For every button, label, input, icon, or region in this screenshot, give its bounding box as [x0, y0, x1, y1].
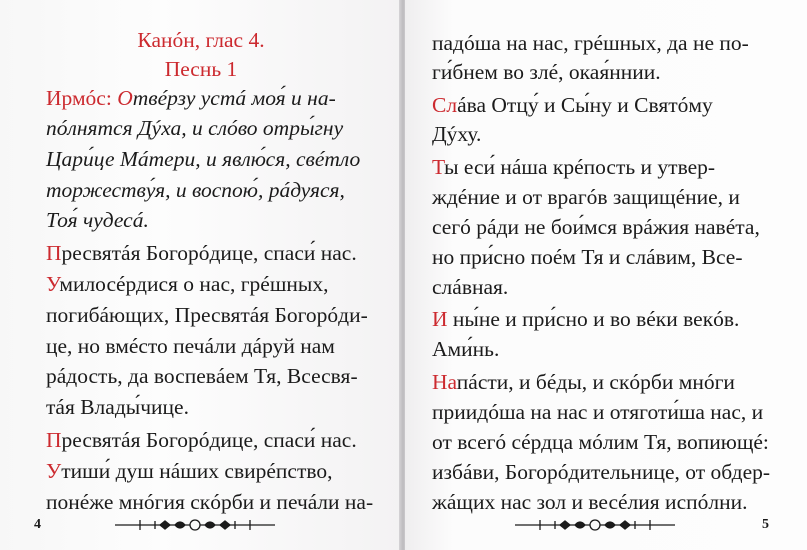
troparion-4-line-5: жáщих нас зол и весéлия испóлни. [432, 490, 748, 514]
troparion-3-text-1: ы еси́ нáша крéпость и утвер- [444, 155, 716, 179]
glory-line-2: Дýху. [432, 122, 482, 146]
refrain-2-text: ресвятáя Богорóдице, спаси́ нас. [61, 428, 357, 452]
troparion-3-line-5: слáвная. [432, 275, 509, 299]
troparion-1-line-2: погибáющих, Пресвятáя Богорóди- [46, 303, 368, 327]
now-line-2: Ами́нь. [432, 337, 500, 361]
refrain-1-initial: П [46, 241, 62, 265]
troparion-4-line-4: избáви, Богорóдительнице, от обдер- [432, 460, 771, 484]
floral-divider-icon [115, 518, 275, 532]
page-number-left: 4 [34, 517, 41, 532]
troparion-1-text-1: милосéрдися о нас, грéшных, [59, 272, 329, 296]
floral-divider-icon [515, 518, 675, 532]
troparion-4-line-1 [432, 372, 735, 394]
continued-line-2: ги́бнем во злé, окая́ннии. [432, 60, 661, 84]
troparion-1-initial: У [46, 272, 60, 296]
irmos-label: Ирмóс: [46, 86, 112, 110]
troparion-3-line-4: но при́сно поéм Тя и слáвим, Все- [432, 245, 743, 269]
page-number-right: 5 [762, 517, 769, 532]
refrain-2-initial: П [46, 428, 62, 452]
irmos-line-1 [46, 88, 370, 110]
troparion-4-initial: На [432, 370, 457, 394]
troparion-1-line-1 [46, 274, 328, 296]
refrain-1-text: ресвятáя Богорóдице, спаси́ нас. [61, 241, 357, 265]
now-initial: И [432, 307, 448, 331]
ode-subtitle: Песнь 1 [164, 57, 238, 81]
glory-line-1 [432, 95, 713, 117]
troparion-1-line-3: це, но вмéсто печáли дáруй нам [46, 334, 335, 358]
irmos-text-1: твéрзу устá моя́ и на- [132, 86, 336, 110]
troparion-4-text-1: пáсти, и бéды, и скóрби мнóги [456, 370, 735, 394]
troparion-4-line-3: от всегó сéрдца мóлим Тя, вопиющé: [432, 430, 769, 454]
troparion-3-line-3: сегó рáди не бои́мся врáжия навéта, [432, 215, 760, 239]
canon-title: Канóн, глас 4. [137, 28, 265, 52]
irmos-line-3: Цари́це Мáтери, и явлю́ся, свéтло [46, 147, 361, 171]
right-page [405, 0, 807, 550]
refrain-1 [46, 243, 357, 265]
left-page [0, 0, 402, 550]
irmos-line-4: торжеству́я, и воспою́, рáдуяся, [46, 178, 345, 202]
troparion-2-text-1: тиши́ душ нáших свирéпство, [61, 459, 333, 483]
irmos-initial: О [117, 86, 133, 110]
irmos-line-5: Тоя́ чудесá. [46, 208, 149, 232]
glory-text-1: áва Отцу́ и Сы́ну и Святóму [457, 93, 713, 117]
troparion-4-line-2: приидóша на нас и отяготи́ша нас, и [432, 400, 764, 424]
troparion-1-line-4: рáдость, да воспевáем Тя, Всесвя- [46, 364, 358, 388]
irmos-line-2: пóлнятся Дýха, и слóво отры́гну [46, 116, 344, 140]
now-line-1 [432, 309, 739, 331]
troparion-1-line-5: тáя Влады́чице. [46, 395, 189, 419]
continued-line-1: падóша на нас, грéшных, да не по- [432, 31, 749, 55]
now-text-1: ны́не и при́сно и во вéки векóв. [447, 307, 740, 331]
troparion-3-line-1 [432, 157, 715, 179]
troparion-2-line-1 [46, 461, 333, 483]
troparion-2-initial: У [46, 459, 62, 483]
troparion-3-line-2: ждéние и от врагóв защищéние, и [432, 185, 740, 209]
troparion-3-initial: Т [432, 155, 445, 179]
troparion-2-line-2: понéже мнóгия скóрби и печáли на- [46, 490, 374, 514]
refrain-2 [46, 430, 357, 452]
glory-initial: Сл [432, 93, 458, 117]
